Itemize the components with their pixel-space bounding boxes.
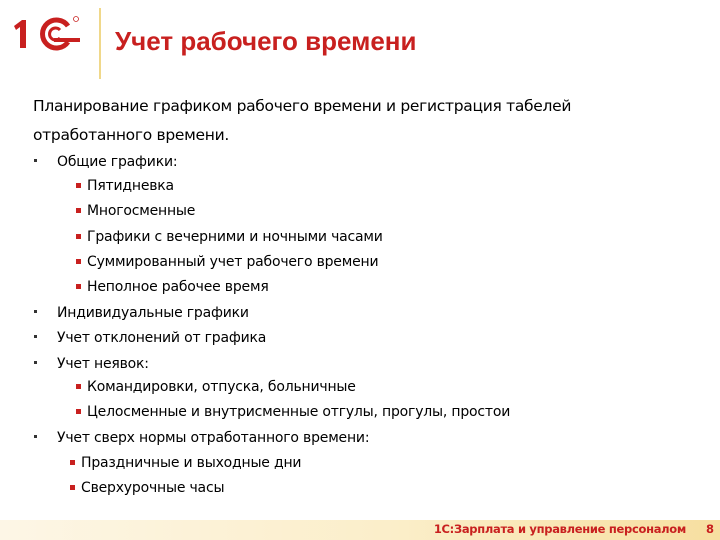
bullet-dot <box>34 310 37 313</box>
list-item: Сверхурочные часы <box>81 480 225 496</box>
bullet-square <box>70 485 75 490</box>
lead-line-1: Планирование графиком рабочего времени и регистрация табелей <box>33 97 572 115</box>
bullet-dot <box>34 435 37 438</box>
1c-logo <box>10 14 82 54</box>
bullet-square <box>76 409 81 414</box>
list-item: Графики с вечерними и ночными часами <box>87 229 383 245</box>
list-item: Индивидуальные графики <box>57 305 249 321</box>
bullet-square <box>76 284 81 289</box>
list-item: Целосменные и внутрисменные отгулы, прогулы, простои <box>87 404 511 420</box>
page-number: 8 <box>705 522 714 536</box>
list-item: Учет неявок: <box>57 356 149 372</box>
bullet-square <box>76 183 81 188</box>
bullet-square <box>70 460 75 465</box>
list-item: Многосменные <box>87 203 196 219</box>
list-item: Учет отклонений от графика <box>57 330 267 346</box>
bullet-dot <box>34 361 37 364</box>
list-item: Учет сверх нормы отработанного времени: <box>57 430 370 446</box>
list-item: Неполное рабочее время <box>87 279 269 295</box>
list-item: Командировки, отпуска, больничные <box>87 379 356 395</box>
list-item: Общие графики: <box>57 154 178 170</box>
bullet-square <box>76 234 81 239</box>
footer-product-name: 1С:Зарплата и управление персоналом <box>433 522 686 536</box>
list-item: Пятидневка <box>87 178 174 194</box>
list-item: Суммированный учет рабочего времени <box>87 254 379 270</box>
lead-line-2: отработанного времени. <box>33 126 229 144</box>
page-title: Учет рабочего времени <box>115 26 417 56</box>
lead-paragraph <box>33 92 683 150</box>
bullet-square <box>76 208 81 213</box>
bullet-dot <box>34 159 37 162</box>
bullet-dot <box>34 335 37 338</box>
bullet-square <box>76 259 81 264</box>
list-item: Праздничные и выходные дни <box>81 455 302 471</box>
header-separator <box>99 8 101 79</box>
bullet-square <box>76 384 81 389</box>
